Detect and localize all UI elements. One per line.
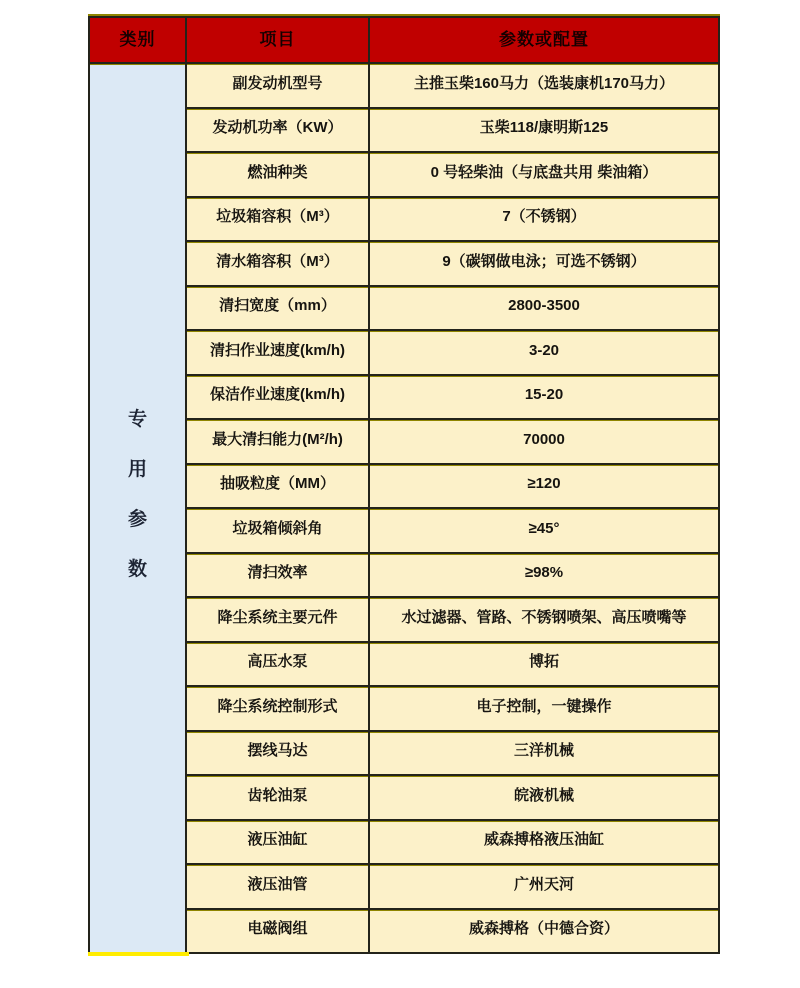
spec-item: 降尘系统控制形式: [185, 685, 368, 730]
spec-item: 清扫宽度（mm）: [185, 285, 368, 330]
spec-item: 抽吸粒度（MM）: [185, 463, 368, 508]
spec-item: 电磁阀组: [185, 908, 368, 953]
category-char: 参: [127, 508, 147, 530]
spec-item: 清扫效率: [185, 552, 368, 597]
spec-value: 0 号轻柴油（与底盘共用 柴油箱）: [368, 151, 718, 196]
spec-value: 威森搏格（中德合资）: [368, 908, 718, 953]
spec-item: 降尘系统主要元件: [185, 596, 368, 641]
spec-item: 最大清扫能力(M²/h): [185, 418, 368, 463]
category-column-special-parameters: [90, 62, 185, 952]
spec-value: 7（不锈钢）: [368, 196, 718, 241]
spec-value: 70000: [368, 418, 718, 463]
spec-item: 摆线马达: [185, 730, 368, 775]
spec-item: 发动机功率（KW）: [185, 107, 368, 152]
spec-item: 清水箱容积（M³）: [185, 240, 368, 285]
spec-value: 9（碳钢做电泳；可选不锈钢）: [368, 240, 718, 285]
spec-value: 主推玉柴160马力（选装康机170马力）: [368, 62, 718, 107]
spec-value: 2800-3500: [368, 285, 718, 330]
category-char: 数: [127, 558, 147, 580]
spec-value: 15-20: [368, 374, 718, 419]
spec-item: 清扫作业速度(km/h): [185, 329, 368, 374]
spec-item: 副发动机型号: [185, 62, 368, 107]
bottom-yellow-accent: [88, 952, 189, 956]
spec-item: 燃油种类: [185, 151, 368, 196]
spec-item: 垃圾箱倾斜角: [185, 507, 368, 552]
spec-value: ≥98%: [368, 552, 718, 597]
spec-value: 电子控制，一键操作: [368, 685, 718, 730]
spec-value: ≥45°: [368, 507, 718, 552]
spec-value: 玉柴118/康明斯125: [368, 107, 718, 152]
spec-table: [88, 16, 720, 954]
header-category: 类别: [90, 18, 185, 62]
category-char: 用: [127, 458, 147, 480]
spec-item: 高压水泵: [185, 641, 368, 686]
spec-value: ≥120: [368, 463, 718, 508]
spec-value: 3-20: [368, 329, 718, 374]
spec-value: 威森搏格液压油缸: [368, 819, 718, 864]
spec-item: 液压油缸: [185, 819, 368, 864]
spec-item: 垃圾箱容积（M³）: [185, 196, 368, 241]
spec-item: 齿轮油泵: [185, 774, 368, 819]
header-item: 项目: [185, 18, 368, 62]
spec-value: 水过滤器、管路、不锈钢喷架、高压喷嘴等: [368, 596, 718, 641]
spec-value: 广州天河: [368, 863, 718, 908]
spec-value: 皖液机械: [368, 774, 718, 819]
spec-item: 液压油管: [185, 863, 368, 908]
spec-value: 博拓: [368, 641, 718, 686]
spec-value: 三洋机械: [368, 730, 718, 775]
header-value: 参数或配置: [368, 18, 718, 62]
category-char: 专: [127, 408, 147, 430]
spec-item: 保洁作业速度(km/h): [185, 374, 368, 419]
